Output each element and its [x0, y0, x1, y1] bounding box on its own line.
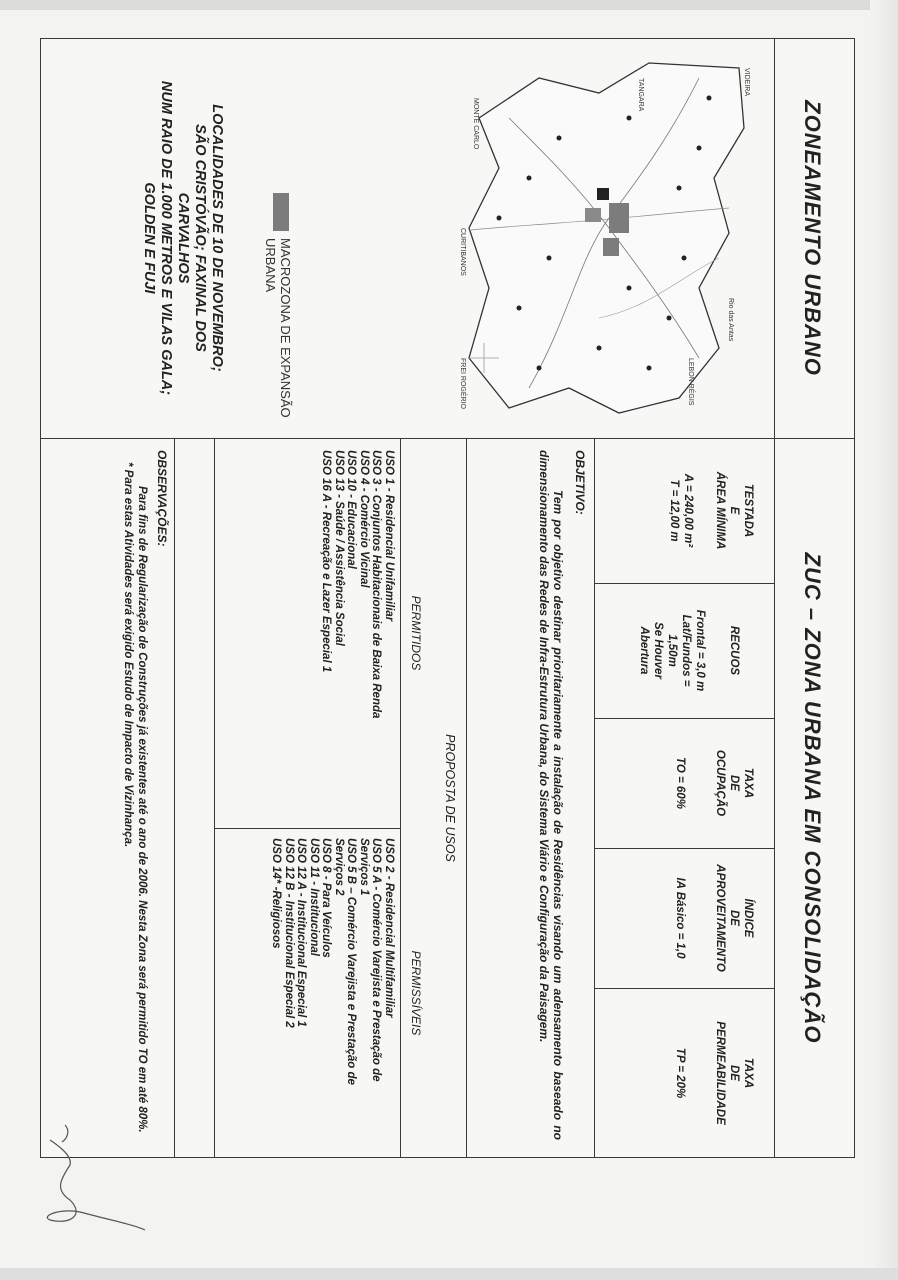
document-sheet	[40, 38, 855, 1158]
list-item: USO 11 - Institucional	[308, 838, 320, 956]
localidades-line: NUM RAIO DE 1.000 METROS E VILAS GALA;	[158, 80, 174, 396]
urban-area	[603, 238, 619, 256]
localidades-line: SÃO CRISTÓVÃO; FAXINAL DOS	[192, 124, 208, 352]
scan-edge-top	[0, 0, 898, 10]
divider-title	[774, 38, 775, 1158]
permissiveis-title: PERMISSÍVEIS	[409, 950, 423, 1036]
map-label: LEBON RÉGIS	[687, 358, 694, 406]
locality-dot	[627, 286, 632, 291]
observacoes-paragraph: * Para estas Atividades será exigido Estudo de Impacto de Vizinhança.	[122, 462, 134, 848]
divider-header-row	[594, 438, 595, 1158]
header-testada: TESTADA E ÁREA MÍNIMA	[714, 471, 754, 550]
locality-dot	[537, 366, 542, 371]
permitidos-list	[320, 450, 395, 820]
permissiveis-list	[270, 838, 395, 1148]
list-item: USO 5 B – Comércio Varejista e Prestação de	[345, 838, 358, 1085]
list-item: USO 8 - Para Veículos	[320, 838, 333, 958]
divider-observacoes	[214, 438, 215, 1158]
map-label: VIDEIRA	[743, 68, 750, 97]
localidades-line: GOLDEN E FUJI	[141, 182, 157, 294]
list-item: USO 5 A - Comércio Varejista e Prestação de	[370, 838, 383, 1082]
locality-dot	[547, 256, 552, 261]
observacoes-label: OBSERVAÇÕES:	[155, 450, 169, 547]
map-label: MONTE CARLO	[472, 98, 479, 150]
proposta-title: PROPOSTA DE USOS	[443, 734, 457, 862]
value-recuos: Frontal = 3,0 m Lat/Fundos = 1,50m Se Houver Abertura	[638, 609, 706, 692]
header-taxa-ocupacao: TAXA DE OCUPAÇÃO	[714, 749, 754, 817]
list-item: USO 13 - Saúde / Assistência Social	[333, 450, 345, 646]
legend-label: MACROZONA DE EXPANSÃO URBANA	[263, 238, 293, 418]
value-indice-aproveitamento: IA Básico = 1,0	[674, 877, 686, 959]
list-item: USO 2 - Residencial Multifamiliar	[383, 838, 395, 1018]
locality-dot	[647, 366, 652, 371]
list-item: USO 12 B - Institucional Especial 2	[283, 838, 295, 1028]
signature	[10, 1120, 150, 1240]
locality-dot	[677, 186, 682, 191]
scan-edge-right	[870, 0, 898, 1280]
locality-dot	[682, 256, 687, 261]
header-recuos: RECUOS	[728, 625, 740, 676]
observacoes-text	[121, 450, 149, 1140]
localidades-line: CARVALHOS	[175, 192, 191, 284]
header-taxa-permeabilidade: TAXA DE PERMEABILIDADE	[714, 1021, 754, 1125]
list-item: USO 1 - Residencial Unifamiliar	[383, 450, 395, 622]
header-indice-aproveitamento: ÍNDICE DE APROVEITAMENTO	[714, 864, 754, 972]
list-item: Serviços 1	[358, 838, 370, 896]
list-item: USO 10 - Educacional	[345, 450, 358, 569]
locality-dot	[527, 176, 532, 181]
map-label: FREI ROGÉRIO	[459, 358, 466, 409]
zoning-map	[459, 58, 759, 428]
zoning-title: ZONEAMENTO URBANO	[800, 100, 825, 376]
map-label: TANGARA	[637, 78, 644, 112]
value-taxa-ocupacao: TO = 60%	[674, 757, 686, 809]
urban-area	[609, 203, 629, 233]
value-taxa-permeabilidade: TP = 20%	[674, 1047, 686, 1099]
observacoes-paragraph: Para fins de Regularização de Construções já existentes até o ano de 2006. Nesta Zona será permitido TO em até 80%.	[136, 486, 148, 1133]
list-item: USO 3 - Conjuntos Habitacionais de Baixa Renda	[370, 450, 383, 719]
locality-dot	[697, 146, 702, 151]
localidades-text	[140, 48, 225, 428]
objetivo-label: OBJETIVO:	[573, 450, 587, 515]
objetivo-text: Tem por objetivo destinar prioritariamente a instalação de Residências visando um adensamento baseado no dimensionamento das Redes de Infra-Estrutura Urbana, do Sistema Viário e Configuração da Paisagem.	[537, 450, 565, 1140]
list-item: Serviços 2	[333, 838, 345, 896]
locality-dot	[627, 116, 632, 121]
list-item: USO 4 - Comércio Vicinal	[358, 450, 370, 588]
localidades-line: LOCALIDADES DE 10 DE NOVEMBRO;	[209, 104, 225, 372]
zone-title: ZUC – ZONA URBANA EM CONSOLIDAÇÃO	[800, 552, 825, 1044]
locality-dot	[667, 316, 672, 321]
list-item: USO 12 A - Institucional Especial 1	[295, 838, 308, 1027]
divider-bottom	[174, 438, 175, 1158]
divider-uses	[215, 828, 401, 829]
permitidos-title: PERMITIDOS	[409, 595, 423, 671]
legend-swatch	[273, 193, 289, 231]
locality-dot	[707, 96, 712, 101]
value-testada: A = 240,00 m² T = 12,00 m	[668, 473, 694, 548]
divider-objetivo	[466, 438, 467, 1158]
locality-dot	[557, 136, 562, 141]
map-label: CURITIBANOS	[459, 228, 466, 276]
list-item: USO 16 A - Recreação e Lazer Especial 1	[320, 450, 333, 673]
urban-area	[585, 208, 601, 222]
locality-dot	[497, 216, 502, 221]
scan-edge-bottom	[0, 1268, 898, 1280]
locality-dot	[597, 346, 602, 351]
urban-area	[597, 188, 609, 200]
locality-dot	[517, 306, 522, 311]
divider-uses-header	[400, 438, 401, 1158]
list-item: USO 14* -Religiosos	[270, 838, 283, 949]
map-label: Rio das Antas	[727, 298, 734, 342]
